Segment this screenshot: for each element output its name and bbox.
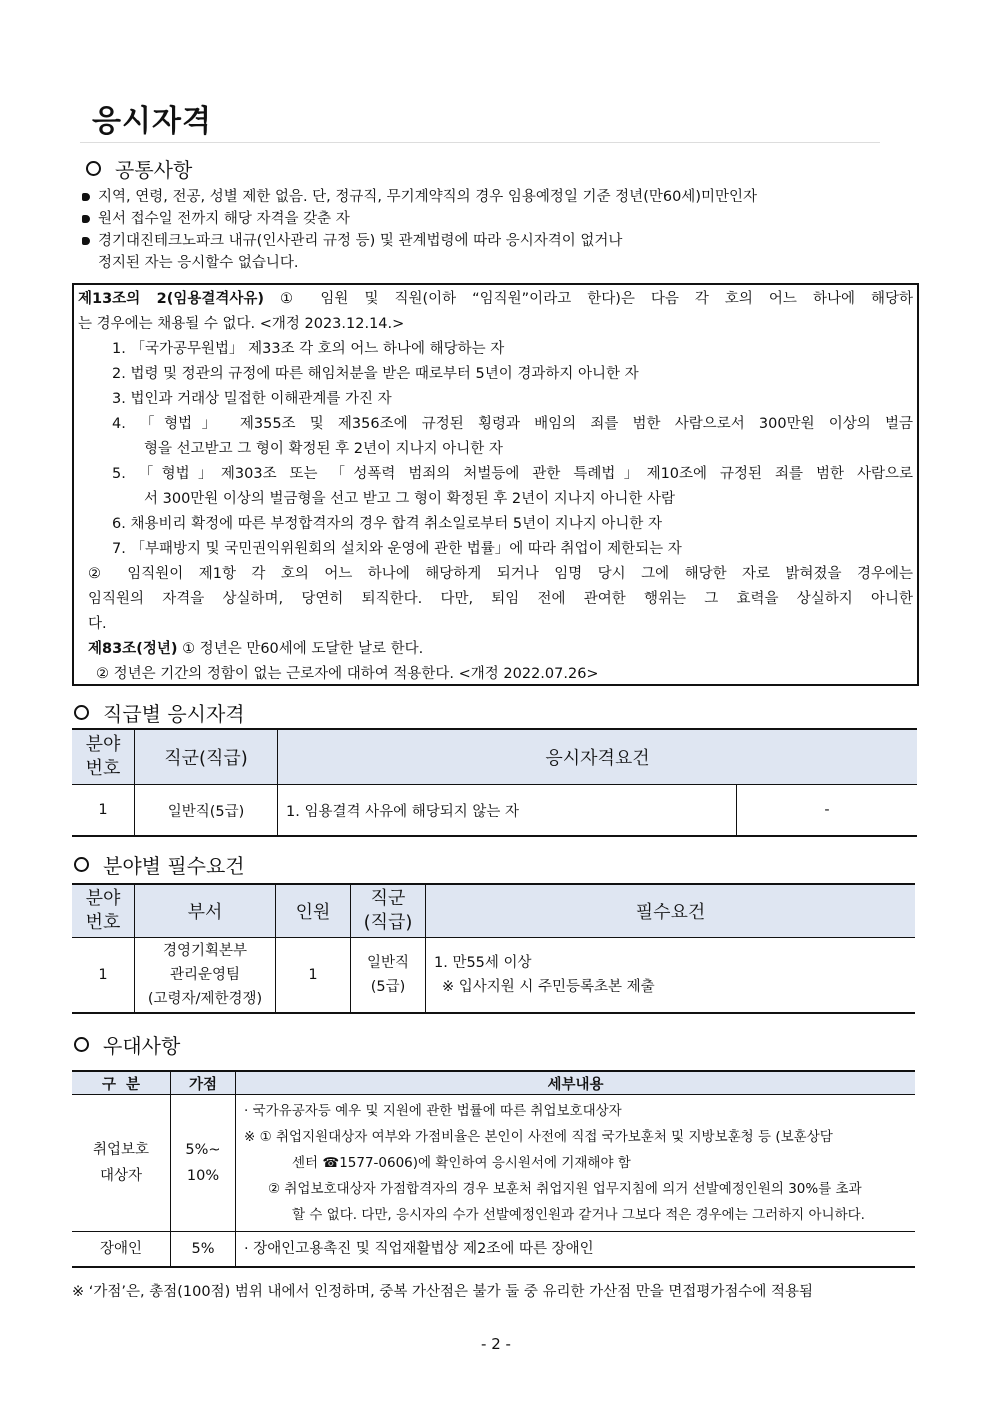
- list-item-continuation: [80, 252, 920, 274]
- table-cell: 1. 임용결격 사유에 해당되지 않는 자: [278, 785, 737, 837]
- table-cell: [426, 938, 916, 1014]
- table-cell: 1: [72, 785, 135, 837]
- circle-bullet-icon: [74, 705, 89, 720]
- reg-item: 1. 「국가공무원법」 제33조 각 호의 어느 하나에 해당하는 자: [112, 341, 505, 357]
- req-line: ※ 입사지원 시 주민등록초본 제출: [442, 979, 655, 995]
- detail-line: 할 수 없다. 다만, 응시자의 수가 선발예정인원과 같거나 그보다 적은 경우에는 그러하지 아니하다.: [292, 1207, 865, 1223]
- grade-line: (5급): [370, 979, 406, 995]
- dept-line: 관리운영팀: [169, 967, 241, 983]
- bullet-icon: [82, 215, 90, 223]
- bullet-icon: [82, 237, 90, 245]
- column-header: 세부내용: [236, 1071, 916, 1095]
- table-cell: [351, 938, 426, 1014]
- list-item: [80, 230, 920, 252]
- column-header: 필수요건: [426, 884, 916, 938]
- reg-item: 4. 「형법」 제355조 및 제356조에 규정된 횡령과 배임의 죄를 범한 사람으로서 300만원 이상의 벌금: [112, 416, 913, 432]
- type-line: 취업보호: [92, 1142, 150, 1158]
- common-section-heading: [86, 154, 192, 183]
- detail-line: · 국가유공자등 예우 및 지원에 관한 법률에 따른 취업보호대상자: [244, 1103, 622, 1119]
- column-header: 직군 (직급): [351, 884, 426, 938]
- common-heading-text: 공통사항: [115, 158, 193, 182]
- para2-line: 다.: [88, 616, 107, 632]
- reg-item: 5. 「형법」제303조 또는 「성폭력 범죄의 처벌등에 관한 특례법」제10조에 규정된 죄를 범한 사람으로: [112, 466, 913, 482]
- table-cell: 1: [72, 938, 135, 1014]
- column-header: 응시자격요건: [278, 729, 918, 785]
- circle-bullet-icon: [74, 857, 89, 872]
- circle-bullet-icon: [86, 161, 101, 176]
- reg-item-cont: 형을 선고받고 그 형이 확정된 후 2년이 지나지 아니한 자: [144, 441, 503, 457]
- circle-bullet-icon: [74, 1037, 89, 1052]
- field-table: [72, 883, 915, 1014]
- column-header: 구 분: [72, 1071, 171, 1095]
- field-heading-text: 분야별 필수요건: [103, 854, 245, 878]
- bullet-icon: [82, 193, 90, 201]
- list-item: [80, 208, 920, 230]
- reg-item: 2. 법령 및 정관의 규정에 따른 해임처분을 받은 때로부터 5년이 경과하지 아니한 자: [112, 366, 639, 382]
- art83-line1: [78, 637, 913, 662]
- table-cell: [171, 1095, 236, 1232]
- detail-line: ② 취업보호대상자 가점합격자의 경우 보훈처 취업지원 업무지침에 의거 선발예정인원의 30%를 초과: [268, 1181, 862, 1197]
- table-row: [72, 1095, 915, 1232]
- table-cell: 일반직(5급): [135, 785, 278, 837]
- grade-section-heading: [74, 698, 245, 727]
- column-header: 분야 번호: [72, 729, 135, 785]
- pref-heading-text: 우대사항: [103, 1034, 181, 1058]
- reg-item: 3. 법인과 거래상 밀접한 이해관계를 가진 자: [112, 391, 392, 407]
- grade-line: 일반직: [366, 955, 410, 971]
- column-header: 직군(직급): [135, 729, 278, 785]
- table-cell: 5%: [171, 1232, 236, 1268]
- list-item-text: 지역, 연령, 전공, 성별 제한 없음. 단, 정규직, 무기계약직의 경우 임용예정일 기준 정년(만60세)미만인자: [98, 189, 757, 205]
- footnote: ※ ‘가점’은, 총점(100점) 범위 내에서 인정하며, 중복 가산점은 불가 둘 중 유리한 가산점 만을 면접평가점수에 적용됨: [72, 1284, 814, 1300]
- dept-line: (고령자/제한경쟁): [147, 991, 263, 1007]
- table-cell: [72, 1095, 171, 1232]
- table-cell: 1: [276, 938, 351, 1014]
- page-number: - 2 -: [481, 1335, 511, 1353]
- table-cell: -: [737, 785, 918, 837]
- column-header: 분야 번호: [72, 884, 135, 938]
- points-line: 5%~: [185, 1142, 221, 1158]
- table-cell: [236, 1095, 916, 1232]
- art83-title: 제83조(정년): [88, 641, 178, 657]
- table-cell: 장애인: [72, 1232, 171, 1268]
- column-header: 가점: [171, 1071, 236, 1095]
- table-cell: · 장애인고용촉진 및 직업재활법상 제2조에 따른 장애인: [236, 1232, 916, 1268]
- column-header: 인원: [276, 884, 351, 938]
- type-line: 대상자: [99, 1168, 143, 1184]
- table-row: [72, 1232, 915, 1268]
- detail-line: 센터 ☎1577-0606)에 확인하여 응시원서에 기재해야 함: [292, 1155, 631, 1171]
- art13-text: ① 임원 및 직원(이하 “임직원”이라고 한다)은 다음 각 호의 어느 하나에 해당하: [264, 291, 913, 307]
- field-section-heading: [74, 850, 245, 879]
- detail-line: ※ ① 취업지원대상자 여부와 가점비율은 본인이 사전에 직접 국가보훈처 및 지방보훈청 등 (보훈상담: [244, 1129, 833, 1145]
- page-title: 응시자격: [92, 104, 212, 139]
- title-divider: [80, 142, 880, 143]
- art13-title: 제13조의 2(임용결격사유): [78, 291, 265, 307]
- art83-line2: ② 정년은 기간의 정함이 없는 근로자에 대하여 적용한다. <개정 2022.07.26>: [96, 666, 599, 682]
- pref-section-heading: [74, 1030, 180, 1059]
- common-list: [80, 186, 920, 274]
- grade-table: [72, 728, 917, 837]
- pref-table: [72, 1070, 915, 1268]
- dept-line: 경영기획본부: [162, 943, 248, 959]
- regulation-box: [72, 283, 919, 686]
- grade-heading-text: 직급별 응시자격: [103, 702, 245, 726]
- para2-line: 임직원의 자격을 상실하며, 당연히 퇴직한다. 다만, 퇴임 전에 관여한 행위는 그 효력을 상실하지 아니한: [88, 591, 913, 607]
- reg-item-cont: 서 300만원 이상의 벌금형을 선고 받고 그 형이 확정된 후 2년이 지나지 아니한 사람: [144, 491, 676, 507]
- list-item: [80, 186, 920, 208]
- req-line: 1. 만55세 이상: [434, 955, 532, 971]
- art13-line1: [78, 287, 913, 312]
- reg-item: 6. 채용비리 확정에 따른 부정합격자의 경우 합격 취소일로부터 5년이 지나지 아니한 자: [112, 516, 662, 532]
- art13-line2: 는 경우에는 채용될 수 없다. <개정 2023.12.14.>: [78, 316, 405, 332]
- list-item-text: 경기대진테크노파크 내규(인사관리 규정 등) 및 관계법령에 따라 응시자격이 없거나: [98, 233, 623, 249]
- table-cell: [135, 938, 276, 1014]
- art83-text: ① 정년은 만60세에 도달한 날로 한다.: [177, 641, 424, 657]
- table-row: [72, 938, 915, 1014]
- list-item-text: 정지된 자는 응시할수 없습니다.: [98, 255, 299, 271]
- table-row: [72, 785, 917, 837]
- para2-line: ② 임직원이 제1항 각 호의 어느 하나에 해당하게 되거나 임명 당시 그에 해당한 자로 밝혀졌을 경우에는: [88, 566, 913, 582]
- reg-item: 7. 「부패방지 및 국민권익위원회의 설치와 운영에 관한 법률」에 따라 취업이 제한되는 자: [112, 541, 682, 557]
- column-header: 부서: [135, 884, 276, 938]
- points-line: 10%: [186, 1168, 220, 1184]
- list-item-text: 원서 접수일 전까지 해당 자격을 갖춘 자: [98, 211, 350, 227]
